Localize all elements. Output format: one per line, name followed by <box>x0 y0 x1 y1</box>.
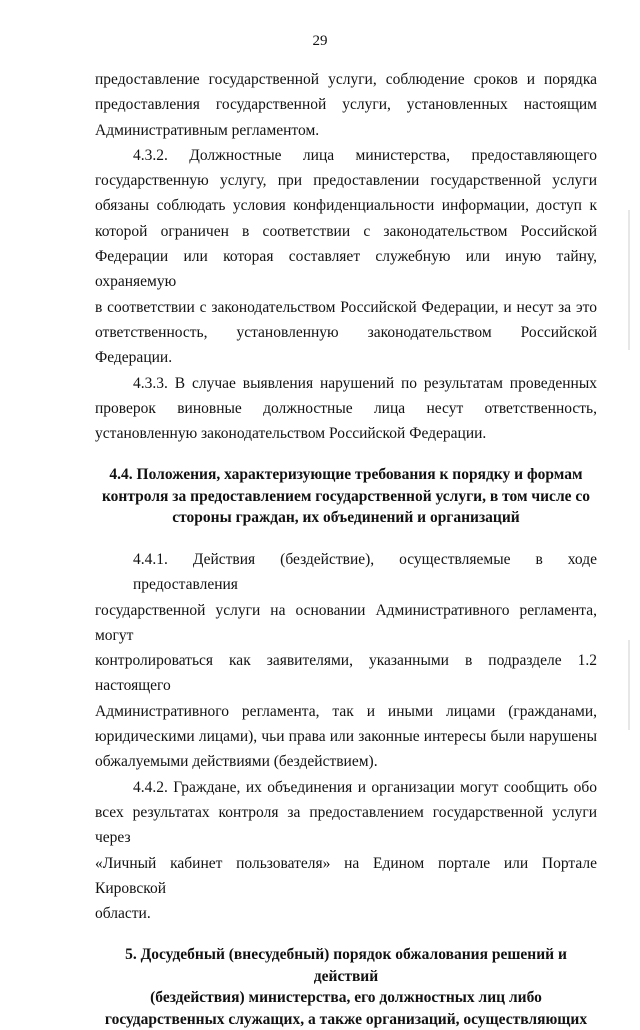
text-line: Административным регламентом. <box>95 121 320 139</box>
text-line: которой ограничен в соответствии с законодательством Российской <box>95 222 597 240</box>
text-line: проверок виновные должностные лица несут ответственность, <box>95 399 597 417</box>
text-line: предоставления государственной услуги, установленных настоящим <box>95 96 597 114</box>
text-line: всех результатах контроля за предоставлением государственной услуги через <box>95 803 597 847</box>
scan-edge-mark <box>628 210 630 350</box>
section-heading-5 <box>95 944 597 1030</box>
text-line: «Личный кабинет пользователя» на Едином портале или Портале Кировской <box>95 854 597 897</box>
paragraph-4-3-3 <box>95 371 597 447</box>
heading-line: контроля за предоставлением государственной услуги, в том числе со <box>101 487 591 505</box>
text-line: области. <box>95 905 151 923</box>
paragraph-4-4-2 <box>95 775 597 927</box>
text-line: Административного регламента, так и иными лицами (гражданами, <box>95 702 597 720</box>
text-line: в соответствии с законодательством Российской Федерации, и несут за это <box>95 298 597 316</box>
heading-line: 5. Досудебный (внесудебный) порядок обжалования решений и действий <box>125 946 567 985</box>
paragraph-4-3-2 <box>95 143 597 371</box>
text-line: государственную услугу, при предоставлении государственной услуги <box>95 172 597 190</box>
heading-line: 4.4. Положения, характеризующие требования к порядку и формам <box>109 466 583 484</box>
page-number: 29 <box>312 33 328 49</box>
text-line: ответственность, установленную законодательством Российской Федерации. <box>95 323 597 367</box>
text-line: предоставление государственной услуги, соблюдение сроков и порядка <box>95 71 597 88</box>
text-line: юридическими лицами), чьи права или законные интересы были нарушены <box>95 728 597 746</box>
text-line: обязаны соблюдать условия конфиденциальности информации, доступ к <box>95 197 597 215</box>
text-line: 4.3.3. В случае выявления нарушений по результатам проведенных <box>133 374 597 392</box>
text-line: обжалуемыми действиями (бездействием). <box>95 753 378 771</box>
text-line: государственной услуги на основании Административного регламента, могут <box>95 601 597 644</box>
paragraph-continuation <box>95 67 597 143</box>
document-body <box>95 67 597 1030</box>
text-line: 4.4.1. Действия (бездействие), осуществляемые в ходе предоставления <box>133 550 597 594</box>
scan-edge-mark <box>628 640 630 730</box>
section-heading-4-4 <box>95 464 597 529</box>
text-line: Федерации или которая составляет служебную или иную тайну, охраняемую <box>95 248 597 291</box>
text-line: установленную законодательством Российской Федерации. <box>95 425 487 443</box>
heading-line: государственных служащих, а также организаций, осуществляющих <box>104 1010 588 1028</box>
heading-line: стороны граждан, их объединений и организаций <box>172 509 520 527</box>
text-line: 4.3.2. Должностные лица министерства, предоставляющего <box>133 146 597 164</box>
paragraph-4-4-1 <box>95 547 597 775</box>
text-line: 4.4.2. Граждане, их объединения и организации могут сообщить обо <box>133 778 597 796</box>
text-line: контролироваться как заявителями, указанными в подразделе 1.2 настоящего <box>95 652 597 695</box>
heading-line: (бездействия) министерства, его должностных лиц либо <box>150 989 542 1007</box>
